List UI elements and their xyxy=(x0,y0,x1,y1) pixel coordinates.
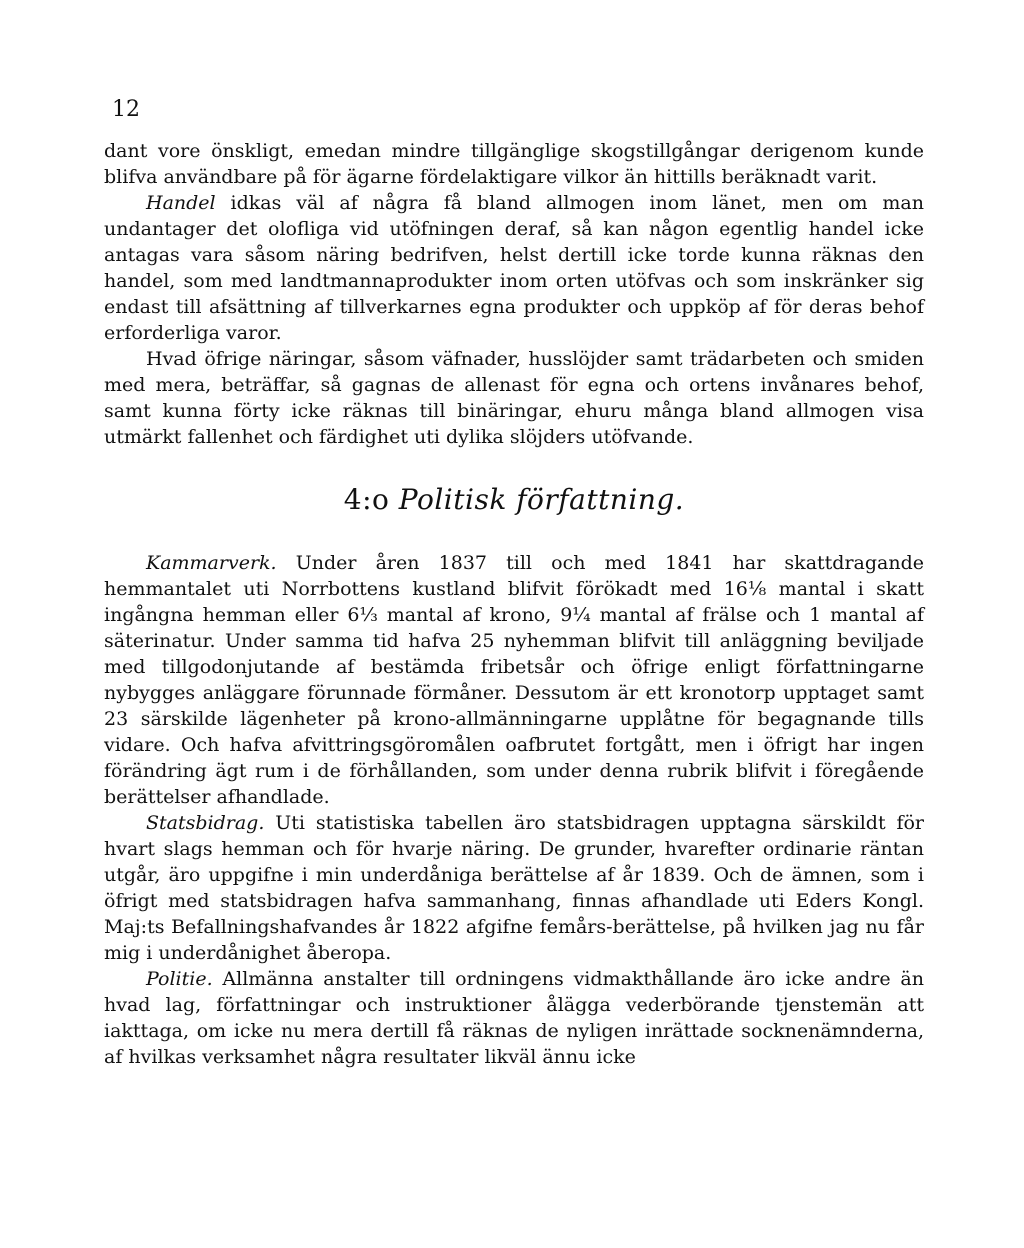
document-page xyxy=(104,96,924,1070)
paragraph-lead-kammarverk: Kammarverk. xyxy=(146,552,277,574)
paragraph-text-handel: idkas väl af några få bland allmogen inom länet, men om man undantager det olofliga vid utöfningen deraf, så kan någon egentlig handel icke antagas vara såsom näring bedrifven, helst dertill icke torde kunna räknas den handel, som med landtmannaprodukter inom orten utöfvas och som inskränker sig endast till afsättning af tillverkarnes egna produkter och uppköp af för deras behof erforderliga varor. xyxy=(104,192,924,344)
paragraph-handel xyxy=(104,190,924,346)
paragraph-forestry: dant vore önskligt, emedan mindre tillgänglige skogstillgångar derigenom kunde blifva användbare på för ägarne fördelaktigare vilkor än hittills beräknadt varit. xyxy=(104,140,924,188)
paragraph-lead-statsbidrag: Statsbidrag. xyxy=(146,812,265,834)
paragraph-text-kammarverk: Under åren 1837 till och med 1841 har skattdragande hemmantalet uti Norrbottens kustland blifvit förökadt med 16¹⁄₈ mantal i skatt ingångna hemman eller 6¹⁄₃ mantal af krono, 9¹⁄₄ mantal af frälse och 1 mantal af säterinatur. Under samma tid hafva 25 nyhemman blifvit till anläggning beviljade med tillgodonjutande af bestämda fribetsår och öfrige enligt författningarne nybygges anläggare förunnade förmåner. Dessutom är ett kronotorp upptaget samt 23 särskilde lägenheter på krono-allmänningarne upplåtne för begagnande tills vidare. Och hafva afvittringsgöromålen oafbrutet fortgått, men i öfrigt har ingen förändring ägt rum i de förhållanden, som under denna rubrik blifvit i föregående berättelser afhandlade. xyxy=(104,552,924,808)
paragraph-kammarverk xyxy=(104,550,924,810)
paragraph-naringar: Hvad öfrige näringar, såsom väfnader, husslöjder samt trädarbeten och smiden med mera, beträffar, så gagnas de allenast för egna och ortens invånares behof, samt kunna förty icke räknas till binäringar, ehuru många bland allmogen visa utmärkt fallenhet och färdighet uti dylika slöjders utöfvande. xyxy=(104,348,924,448)
section-heading xyxy=(104,480,924,520)
page-number: 12 xyxy=(112,97,140,122)
paragraph-lead-handel: Handel xyxy=(146,192,216,214)
paragraph-text-statsbidrag: Uti statistiska tabellen äro statsbidragen upptagna särskildt för hvart slags hemman och för hvarje näring. De grunder, hvarefter ordinarie räntan utgår, äro uppgifne i min underdåniga berättelse af år 1839. Och de ämnen, som i öfrigt med statsbidragen hafva sammanhang, finnas afhandlade uti Eders Kongl. Maj:ts Befallningshafvandes år 1822 afgifne femårs-berättelse, på hvilken jag nu får mig i underdånighet åberopa. xyxy=(104,812,924,964)
paragraph-statsbidrag xyxy=(104,810,924,966)
paragraph-text-politie: Allmänna anstalter till ordningens vidmakthållande äro icke andre än hvad lag, författningar och instruktioner ålägga vederbörande tjenstemän att iakttaga, om icke nu mera dertill få räknas de nyligen inrättade socknenämnderna, af hvilkas verksamhet några resultater likväl ännu icke xyxy=(104,968,924,1068)
section-title: Politisk författning. xyxy=(398,483,685,516)
paragraph-politie xyxy=(104,966,924,1070)
section-number: 4:o xyxy=(343,483,390,516)
paragraph-lead-politie: Politie. xyxy=(146,968,213,990)
